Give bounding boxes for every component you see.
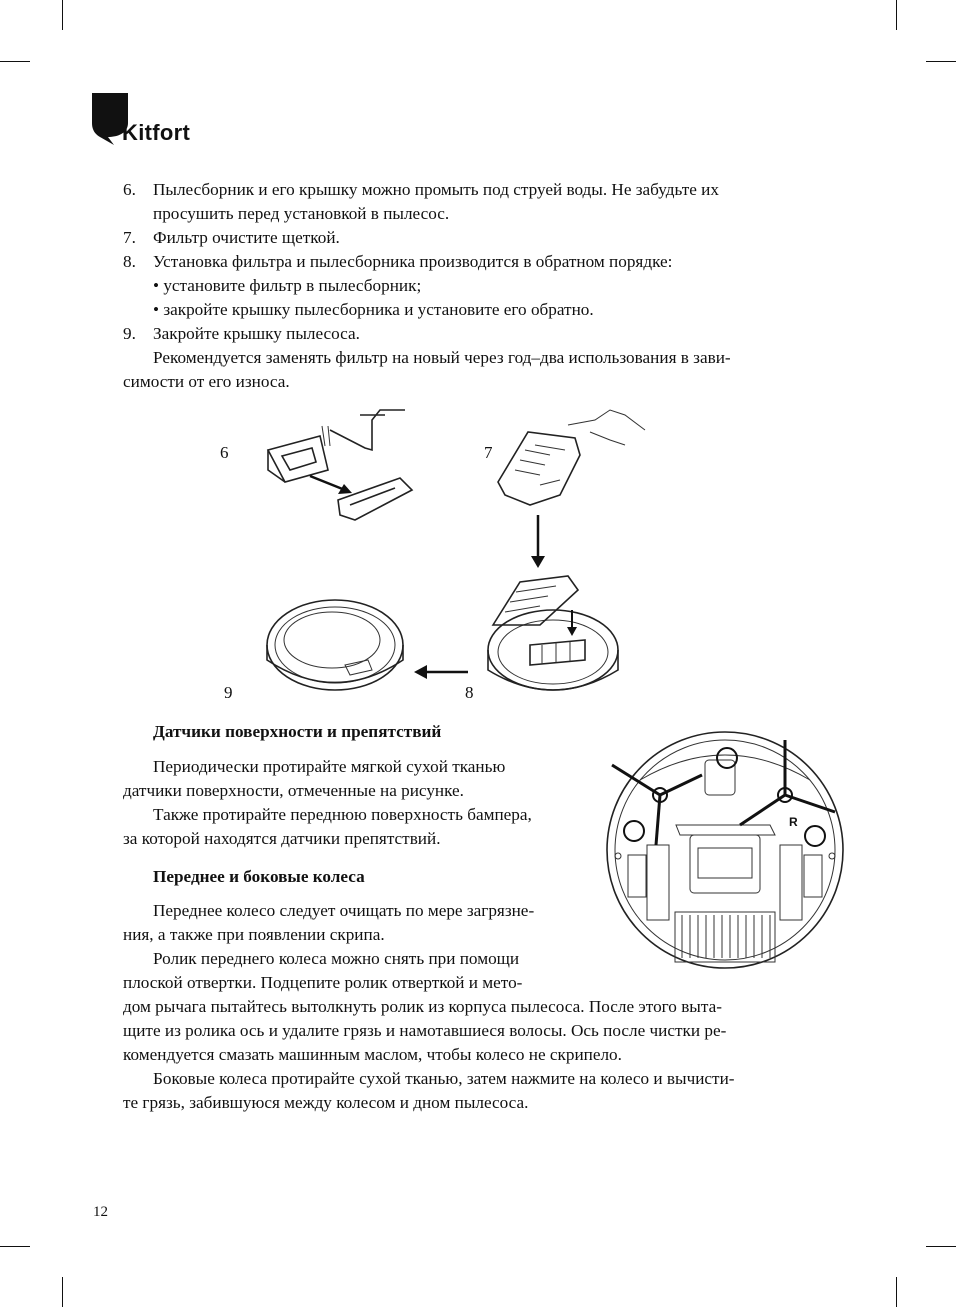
figure-label-8: 8 — [465, 683, 474, 702]
list-number: 7. — [123, 228, 136, 247]
section-heading: Датчики поверхности и препятствий — [153, 722, 442, 741]
brand-name: Kitfort — [122, 120, 191, 145]
bullet-item: • закройте крышку пылесборника и установите его обратно. — [153, 300, 594, 319]
paragraph-line: дом рычага пытайтесь вытолкнуть ролик из корпуса пылесоса. После этого выта- — [123, 997, 722, 1016]
list-item-text: Пылесборник и его крышку можно промыть под струей воды. Не забудьте их — [153, 180, 719, 199]
robot-closed-drawing — [267, 600, 403, 690]
paragraph-line: Также протирайте переднюю поверхность бампера, — [153, 805, 532, 824]
list-number: 8. — [123, 252, 136, 271]
paragraph-line: Боковые колеса протирайте сухой тканью, затем нажмите на колесо и вычисти- — [153, 1069, 735, 1088]
paragraph-line: датчики поверхности, отмеченные на рисунке. — [123, 781, 464, 800]
list-item-text: Установка фильтра и пылесборника производится в обратном порядке: — [153, 252, 673, 271]
paragraph-line: ния, а также при появлении скрипа. — [123, 925, 385, 944]
paragraph-line: те грязь, забившуюся между колесом и дном пылесоса. — [123, 1093, 529, 1112]
diagram-label-right: R — [789, 815, 798, 829]
paragraph-line: Периодически протирайте мягкой сухой тканью — [153, 757, 506, 776]
robot-bottom-view-diagram — [607, 732, 843, 968]
figure-label-6: 6 — [220, 443, 229, 462]
paragraph-line: плоской отвертки. Подцепите ролик отверткой и мето- — [123, 973, 523, 992]
paragraph-line: комендуется смазать машинным маслом, чтобы колесо не скрипело. — [123, 1045, 622, 1064]
arrow-icon — [414, 665, 468, 679]
figure-label-7: 7 — [484, 443, 493, 462]
filter-brush-drawing — [498, 410, 645, 505]
section-heading: Переднее и боковые колеса — [153, 867, 365, 886]
paragraph-line: Ролик переднего колеса можно снять при помощи — [153, 949, 520, 968]
list-item-text: Закройте крышку пылесоса. — [153, 324, 360, 343]
page-number: 12 — [93, 1204, 108, 1220]
paragraph-line: за которой находятся датчики препятствий. — [123, 829, 441, 848]
robot-open-lid-drawing — [488, 576, 618, 690]
paragraph-line: Рекомендуется заменять фильтр на новый через год–два использования в зави- — [153, 348, 731, 367]
dustbin-under-tap-drawing — [268, 410, 412, 520]
paragraph-line: симости от его износа. — [123, 372, 290, 391]
arrow-icon — [531, 515, 545, 568]
list-number: 9. — [123, 324, 136, 343]
figure-label-9: 9 — [224, 683, 233, 702]
paragraph-line: щите из ролика ось и удалите грязь и намотавшиеся волосы. Ось после чистки ре- — [123, 1021, 727, 1040]
paragraph-line: Переднее колесо следует очищать по мере загрязне- — [153, 901, 535, 920]
arrow-icon — [310, 476, 352, 494]
bullet-item: • установите фильтр в пылесборник; — [153, 276, 422, 295]
list-item-text: просушить перед установкой в пылесос. — [153, 204, 450, 223]
list-number: 6. — [123, 180, 136, 199]
list-item-text: Фильтр очистите щеткой. — [153, 228, 340, 247]
